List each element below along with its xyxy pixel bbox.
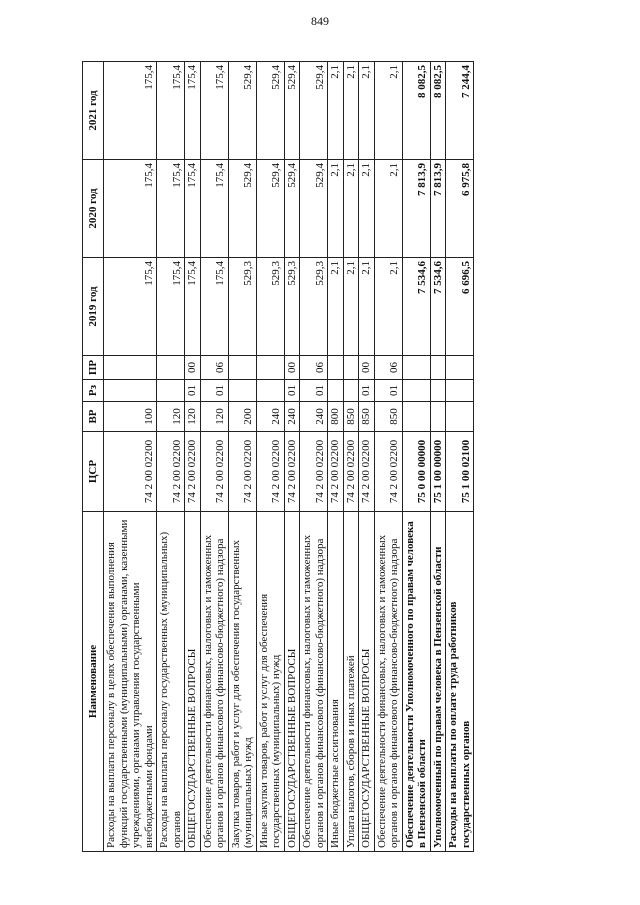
cell-2020: 175,4 xyxy=(200,160,228,258)
table-row xyxy=(300,62,328,852)
cell-2021: 2,1 xyxy=(359,62,375,160)
cell-2021: 8 082,5 xyxy=(402,62,430,160)
cell-2019: 2,1 xyxy=(374,258,402,356)
cell-2019: 175,4 xyxy=(185,258,201,356)
cell-rz xyxy=(157,380,185,402)
cell-rz: 01 xyxy=(200,380,228,402)
table-row xyxy=(284,62,300,852)
cell-rz: 01 xyxy=(185,380,201,402)
cell-2019: 7 534,6 xyxy=(430,258,446,356)
cell-2019: 529,3 xyxy=(284,258,300,356)
cell-pr xyxy=(446,356,474,380)
cell-name: Расходы на выплаты персоналу в целях обеспечения выполнения функций государственными (муниципальными) органами, казенными учреждениями, органами управления государственными внебюджетными фондами xyxy=(104,512,157,852)
cell-rz xyxy=(328,380,344,402)
cell-name: Иные закупки товаров, работ и услуг для обеспечения государственных (муниципальных) нужд xyxy=(256,512,284,852)
cell-name: Обеспечение деятельности финансовых, налоговых и таможенных органов и органов финансового (финансово-бюджетного) надзора xyxy=(300,512,328,852)
cell-vr xyxy=(446,402,474,432)
table-row xyxy=(402,62,430,852)
cell-pr xyxy=(430,356,446,380)
cell-2021: 529,4 xyxy=(228,62,256,160)
cell-csr: 75 0 00 00000 xyxy=(402,432,430,512)
cell-2021: 2,1 xyxy=(343,62,359,160)
cell-vr xyxy=(402,402,430,432)
cell-vr: 120 xyxy=(157,402,185,432)
cell-2019: 6 696,5 xyxy=(446,258,474,356)
cell-2019: 2,1 xyxy=(359,258,375,356)
table-row xyxy=(343,62,359,852)
cell-pr: 00 xyxy=(284,356,300,380)
cell-csr: 75 1 00 02100 xyxy=(446,432,474,512)
header-csr: ЦСР xyxy=(83,432,104,512)
cell-rz: 01 xyxy=(374,380,402,402)
cell-vr: 850 xyxy=(374,402,402,432)
cell-csr: 74 2 00 02200 xyxy=(104,432,157,512)
cell-name: Обеспечение деятельности финансовых, налоговых и таможенных органов и органов финансового (финансово-бюджетного) надзора xyxy=(374,512,402,852)
cell-2020: 6 975,8 xyxy=(446,160,474,258)
table-row xyxy=(374,62,402,852)
cell-2021: 529,4 xyxy=(284,62,300,160)
cell-pr: 00 xyxy=(185,356,201,380)
cell-csr: 74 2 00 02200 xyxy=(359,432,375,512)
cell-rz xyxy=(430,380,446,402)
cell-vr: 100 xyxy=(104,402,157,432)
cell-csr: 74 2 00 02200 xyxy=(284,432,300,512)
cell-2020: 2,1 xyxy=(343,160,359,258)
cell-rz xyxy=(228,380,256,402)
cell-pr xyxy=(402,356,430,380)
header-rz: Рз xyxy=(83,380,104,402)
cell-2021: 529,4 xyxy=(256,62,284,160)
cell-rz xyxy=(446,380,474,402)
cell-2020: 529,4 xyxy=(284,160,300,258)
cell-2019: 175,4 xyxy=(157,258,185,356)
table-body xyxy=(104,62,474,852)
cell-csr: 74 2 00 02200 xyxy=(328,432,344,512)
cell-2021: 2,1 xyxy=(374,62,402,160)
cell-rz xyxy=(256,380,284,402)
cell-2020: 529,4 xyxy=(228,160,256,258)
table-row xyxy=(359,62,375,852)
cell-vr: 240 xyxy=(284,402,300,432)
cell-vr: 120 xyxy=(185,402,201,432)
cell-csr: 74 2 00 02200 xyxy=(185,432,201,512)
cell-2021: 175,4 xyxy=(185,62,201,160)
cell-2021: 529,4 xyxy=(300,62,328,160)
cell-name: Обеспечение деятельности Уполномоченного по правам человека в Пензенской области xyxy=(402,512,430,852)
table-row xyxy=(446,62,474,852)
cell-vr: 240 xyxy=(300,402,328,432)
cell-name: Закупка товаров, работ и услуг для обеспечения государственных (муниципальных) нужд xyxy=(228,512,256,852)
cell-2020: 2,1 xyxy=(374,160,402,258)
cell-name: Уплата налогов, сборов и иных платежей xyxy=(343,512,359,852)
cell-vr: 120 xyxy=(200,402,228,432)
cell-name: Расходы на выплаты по оплате труда работников государственных органов xyxy=(446,512,474,852)
table-row xyxy=(256,62,284,852)
cell-pr xyxy=(328,356,344,380)
cell-2020: 175,4 xyxy=(157,160,185,258)
cell-csr: 74 2 00 02200 xyxy=(228,432,256,512)
cell-name: Расходы на выплаты персоналу государственных (муниципальных) органов xyxy=(157,512,185,852)
cell-name: Обеспечение деятельности финансовых, налоговых и таможенных органов и органов финансового (финансово-бюджетного) надзора xyxy=(200,512,228,852)
cell-csr: 74 2 00 02200 xyxy=(300,432,328,512)
cell-2020: 175,4 xyxy=(104,160,157,258)
rotated-table-container xyxy=(82,62,564,852)
cell-2019: 529,3 xyxy=(300,258,328,356)
cell-csr: 74 2 00 02200 xyxy=(374,432,402,512)
cell-pr xyxy=(104,356,157,380)
cell-pr xyxy=(256,356,284,380)
cell-2020: 7 813,9 xyxy=(402,160,430,258)
cell-name: Уполномоченный по правам человека в Пензенской области xyxy=(430,512,446,852)
table-row xyxy=(200,62,228,852)
cell-rz: 01 xyxy=(359,380,375,402)
budget-table xyxy=(82,61,474,852)
cell-2021: 175,4 xyxy=(157,62,185,160)
cell-name: ОБЩЕГОСУДАРСТВЕННЫЕ ВОПРОСЫ xyxy=(185,512,201,852)
table-row xyxy=(328,62,344,852)
cell-name: ОБЩЕГОСУДАРСТВЕННЫЕ ВОПРОСЫ xyxy=(284,512,300,852)
cell-vr: 850 xyxy=(343,402,359,432)
header-2019: 2019 год xyxy=(83,258,104,356)
table-row xyxy=(104,62,157,852)
cell-csr: 74 2 00 02200 xyxy=(200,432,228,512)
table-row xyxy=(157,62,185,852)
cell-2020: 7 813,9 xyxy=(430,160,446,258)
cell-2020: 175,4 xyxy=(185,160,201,258)
cell-2021: 8 082,5 xyxy=(430,62,446,160)
cell-2021: 175,4 xyxy=(104,62,157,160)
table-row xyxy=(185,62,201,852)
cell-2021: 2,1 xyxy=(328,62,344,160)
cell-vr: 850 xyxy=(359,402,375,432)
page-number: 849 xyxy=(311,14,329,28)
header-2020: 2020 год xyxy=(83,160,104,258)
header-pr: ПР xyxy=(83,356,104,380)
cell-pr: 06 xyxy=(300,356,328,380)
cell-pr: 06 xyxy=(200,356,228,380)
cell-2019: 529,3 xyxy=(256,258,284,356)
cell-2019: 7 534,6 xyxy=(402,258,430,356)
cell-name: ОБЩЕГОСУДАРСТВЕННЫЕ ВОПРОСЫ xyxy=(359,512,375,852)
cell-rz: 01 xyxy=(300,380,328,402)
cell-2020: 529,4 xyxy=(256,160,284,258)
cell-vr: 240 xyxy=(256,402,284,432)
cell-rz xyxy=(343,380,359,402)
cell-2020: 529,4 xyxy=(300,160,328,258)
cell-vr xyxy=(430,402,446,432)
cell-2021: 7 244,4 xyxy=(446,62,474,160)
cell-pr xyxy=(228,356,256,380)
header-name: Наименование xyxy=(83,512,104,852)
cell-csr: 74 2 00 02200 xyxy=(343,432,359,512)
cell-vr: 800 xyxy=(328,402,344,432)
table-header-row xyxy=(83,62,104,852)
cell-2019: 529,3 xyxy=(228,258,256,356)
header-vr: ВР xyxy=(83,402,104,432)
cell-csr: 74 2 00 02200 xyxy=(256,432,284,512)
cell-rz xyxy=(104,380,157,402)
table-row xyxy=(430,62,446,852)
cell-vr: 200 xyxy=(228,402,256,432)
cell-2020: 2,1 xyxy=(359,160,375,258)
cell-2019: 2,1 xyxy=(328,258,344,356)
cell-rz: 01 xyxy=(284,380,300,402)
cell-2019: 175,4 xyxy=(200,258,228,356)
cell-pr: 06 xyxy=(374,356,402,380)
cell-pr: 00 xyxy=(359,356,375,380)
cell-name: Иные бюджетные ассигнования xyxy=(328,512,344,852)
cell-2019: 175,4 xyxy=(104,258,157,356)
cell-pr xyxy=(157,356,185,380)
cell-2020: 2,1 xyxy=(328,160,344,258)
cell-pr xyxy=(343,356,359,380)
cell-2019: 2,1 xyxy=(343,258,359,356)
cell-csr: 75 1 00 00000 xyxy=(430,432,446,512)
cell-2021: 175,4 xyxy=(200,62,228,160)
cell-rz xyxy=(402,380,430,402)
cell-csr: 74 2 00 02200 xyxy=(157,432,185,512)
table-row xyxy=(228,62,256,852)
header-2021: 2021 год xyxy=(83,62,104,160)
